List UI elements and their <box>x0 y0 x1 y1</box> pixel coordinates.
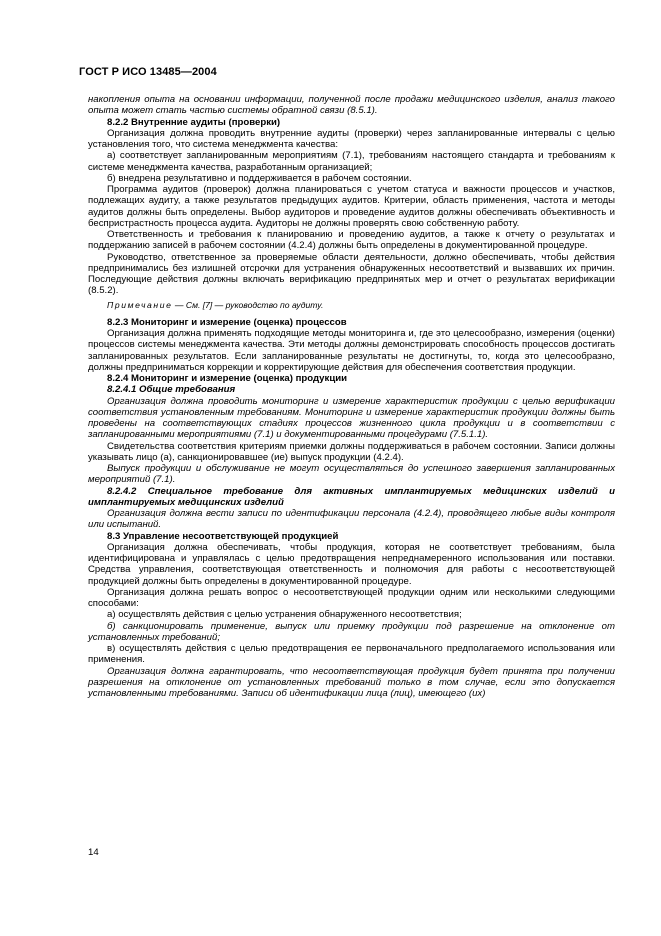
list-item: б) внедрена результативно и поддерживается в рабочем состоянии. <box>107 172 412 184</box>
section-heading-8-2-3: 8.2.3 Мониторинг и измерение (оценка) процессов <box>107 316 347 328</box>
paragraph: Организация должна применять подходящие методы мониторинга и, где это целесообразно, измерения (оценки) процессов системы менеджмента качества. Эти методы должны демонстрировать способность процессов достигать запланированных результатов. Если запланированные результаты не достигнуты, то, когда это целесообразно, должны предприниматься коррекции и корректирующие действия для обеспечения соответствия продукции. <box>88 328 615 373</box>
paragraph: Организация должна решать вопрос о несоответствующей продукции одним или несколькими следующими способами: <box>88 586 615 609</box>
paragraph: Ответственность и требования к планированию и проведению аудитов, а также к отчету о результатах и поддержанию записей в рабочем состоянии (4.2.4) должны быть определены в документированной процедуре. <box>88 229 615 252</box>
page-header: ГОСТ Р ИСО 13485—2004 <box>79 66 217 78</box>
paragraph: Организация должна вести записи по идентификации персонала (4.2.4), проводящего любые виды контроля или испытаний. <box>88 508 615 531</box>
section-heading-8-2-4: 8.2.4 Мониторинг и измерение (оценка) продукции <box>107 373 348 384</box>
section-heading-8-2-2: 8.2.2 Внутренние аудиты (проверки) <box>107 116 281 128</box>
section-heading-8-3: 8.3 Управление несоответствующей продукцией <box>107 530 339 542</box>
paragraph: Организация должна проводить мониторинг и измерение характеристик продукции с целью верификации соответствия установленным требованиям. Мониторинг и измерение характеристик продукции должны быть проведены на соответствующих стадиях процессов жизненного цикла продукции и в соответствии с запланированными мероприятиями (7.1) и документированными процедурами (7.5.1.1). <box>88 395 615 441</box>
paragraph: Организация должна проводить внутренние аудиты (проверки) через запланированные интервалы с целью установления того, что система менеджмента качества: <box>88 127 615 150</box>
note <box>88 300 615 311</box>
note-text: — См. [7] — руководство по аудиту. <box>174 299 324 310</box>
document-body <box>88 94 615 699</box>
paragraph: Руководство, ответственное за проверяемые области деятельности, должно обеспечивать, чтобы действия предпринимались без излишней отсрочки для устранения обнаруженных несоответствий и вызвавших их причин. Последующие действия должны включать верификацию предпринятых мер и отчет о результатах верификации (8.5.2). <box>88 251 615 297</box>
paragraph: Организация должна гарантировать, что несоответствующая продукция будет принята при получении разрешения на отклонение от установленных требований только в том случае, если это допускается установленными требованиями. Записи об идентификации лица (лиц), имеющего (их) <box>88 665 615 699</box>
paragraph: Свидетельства соответствия критериям приемки должны поддерживаться в рабочем состоянии. Записи должны указывать лицо (а), санкционировавшее (ие) выпуск продукции (4.2.4). <box>88 440 615 463</box>
list-item: б) санкционировать применение, выпуск или приемку продукции под разрешение на отклонение от установленных требований; <box>88 620 615 643</box>
section-heading-8-2-4-2: 8.2.4.2 Специальное требование для активных имплантируемых медицинских изделий и имплантируемых медицинских изделий <box>88 485 615 508</box>
paragraph: Программа аудитов (проверок) должна планироваться с учетом статуса и важности процессов и участков, подлежащих аудиту, а также результатов предыдущих аудитов. Критерии, область применения, частота и методы аудитов должны быть определены. Выбор аудиторов и проведение аудитов должны обеспечивать объективность и беспристрастность процесса аудита. Аудиторы не должны проверять свою собственную работу. <box>88 184 615 229</box>
paragraph: накопления опыта на основании информации, полученной после продажи медицинского изделия, анализ такого опыта может стать частью системы обратной связи (8.5.1). <box>88 94 615 117</box>
paragraph: Организация должна обеспечивать, чтобы продукция, которая не соответствует требованиям, была идентифицирована и управлялась с целью предотвращения непреднамеренного использования или поставки. Средства управления, соответствующая ответственность и полномочия для работы с несоответствующей продукцией должны быть определены в документированной процедуре. <box>88 541 615 587</box>
list-item: в) осуществлять действия с целью предотвращения ее первоначального предполагаемого использования или применения. <box>88 643 615 666</box>
list-item: а) осуществлять действия с целью устранения обнаруженного несоответствия; <box>107 609 462 621</box>
section-heading-8-2-4-1: 8.2.4.1 Общие требования <box>107 384 236 396</box>
paragraph: Выпуск продукции и обслуживание не могут осуществляться до успешного завершения запланированных мероприятий (7.1). <box>88 463 615 486</box>
list-item: а) соответствует запланированным мероприятиям (7.1), требованиям настоящего стандарта и требованиям к системе менеджмента качества, разработанным организацией; <box>88 150 615 173</box>
note-label: Примечание <box>107 299 173 310</box>
page-number: 14 <box>88 847 99 858</box>
